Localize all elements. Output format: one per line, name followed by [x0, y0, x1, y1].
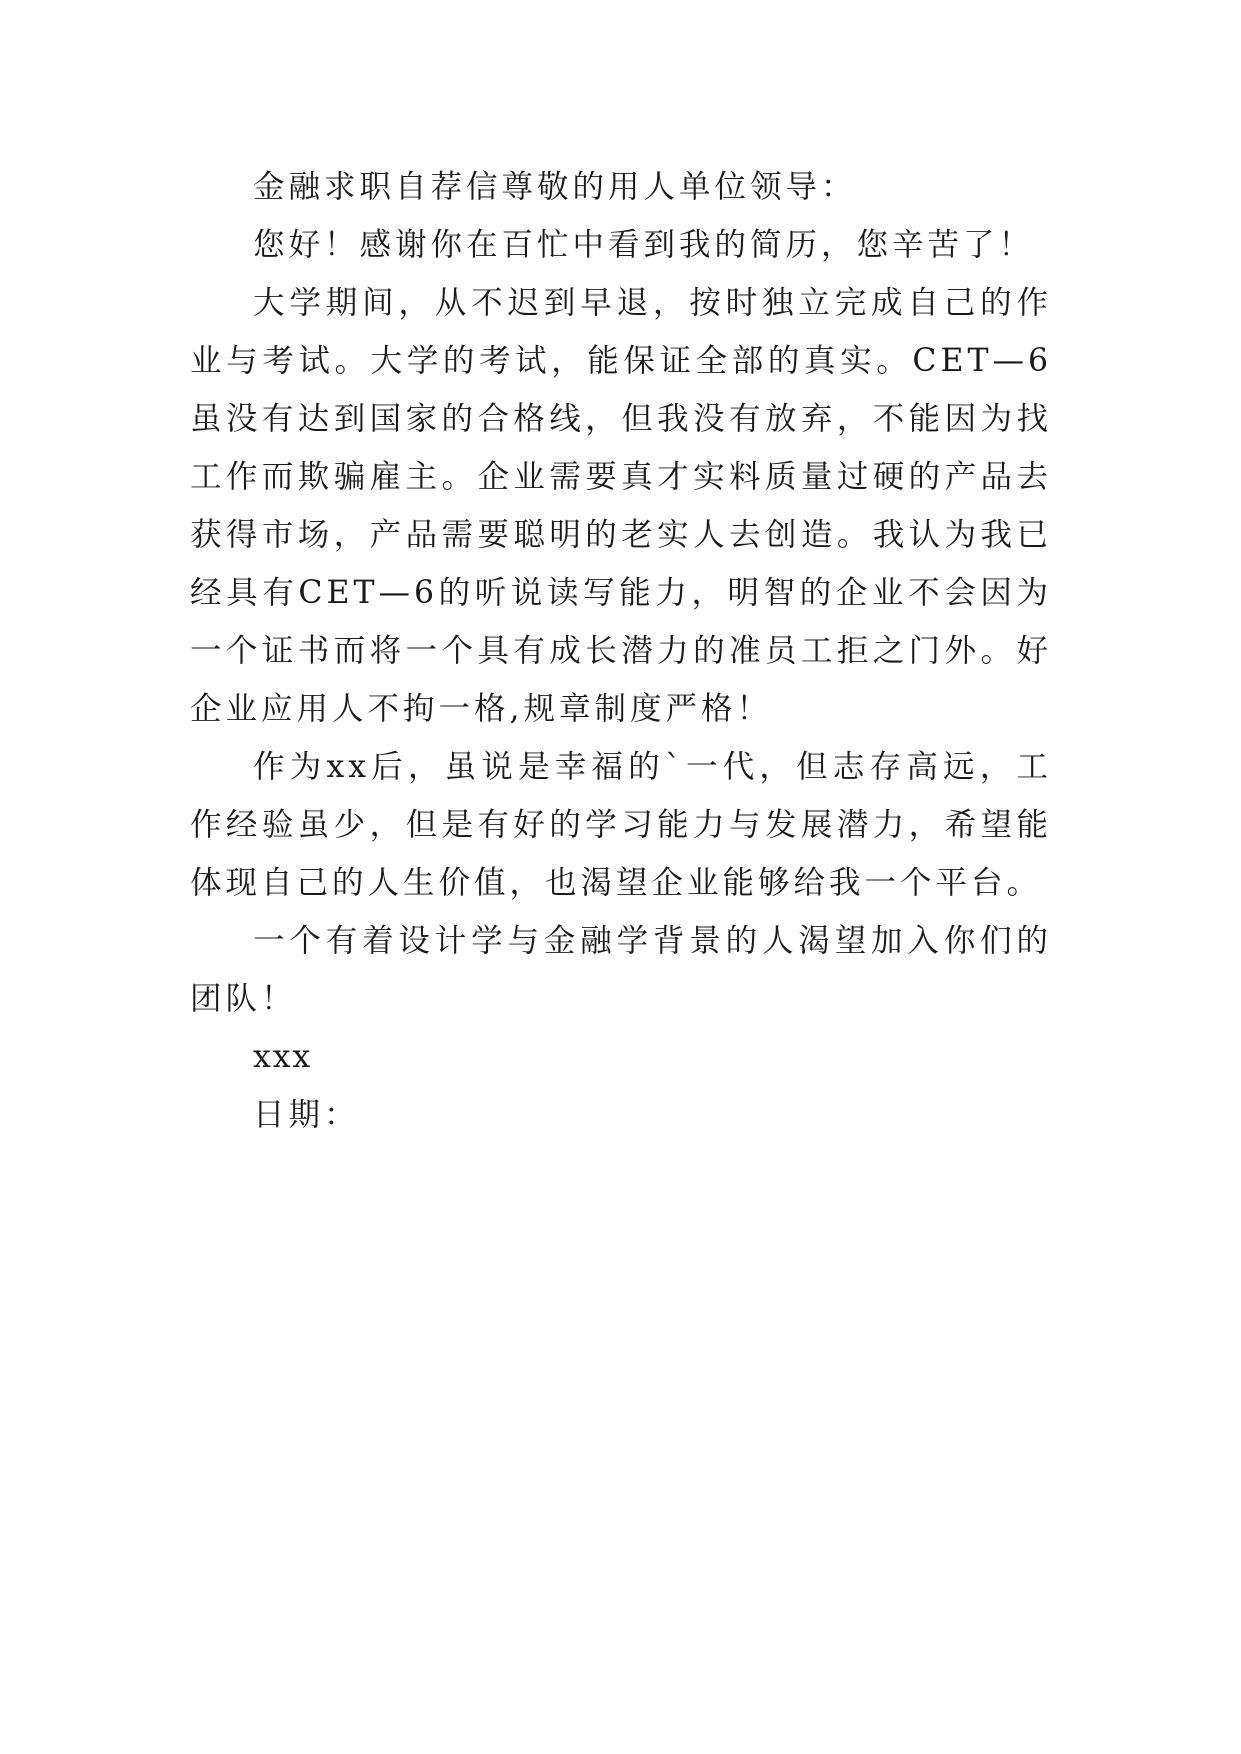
date-label: 日期：: [253, 1097, 360, 1133]
signature: xxx: [253, 1039, 313, 1075]
letter-body: [190, 158, 1052, 1144]
greeting: 您好！感谢你在百忙中看到我的简历，您辛苦了！: [253, 227, 1035, 263]
salutation: 金融求职自荐信尊敬的用人单位领导：: [253, 169, 857, 205]
paragraph-study: 大学期间，从不迟到早退，按时独立完成自己的作业与考试。大学的考试，能保证全部的真实。CET—6虽没有达到国家的合格线，但我没有放弃，不能因为找工作而欺骗雇主。企业需要真才实料质量过硬的产品去获得市场，产品需要聪明的老实人去创造。我认为我已经具有CET—6的听说读写能力，明智的企业不会因为一个证书而将一个具有成长潜力的准员工拒之门外。好企业应用人不拘一格,规章制度严格！: [190, 285, 1052, 727]
paragraph-closing: 一个有着设计学与金融学背景的人渴望加入你们的团队！: [190, 923, 1052, 1017]
paragraph-ambition: 作为xx后，虽说是幸福的`一代，但志存高远，工作经验虽少，但是有好的学习能力与发展潜力，希望能体现自己的人生价值，也渴望企业能够给我一个平台。: [190, 749, 1052, 901]
